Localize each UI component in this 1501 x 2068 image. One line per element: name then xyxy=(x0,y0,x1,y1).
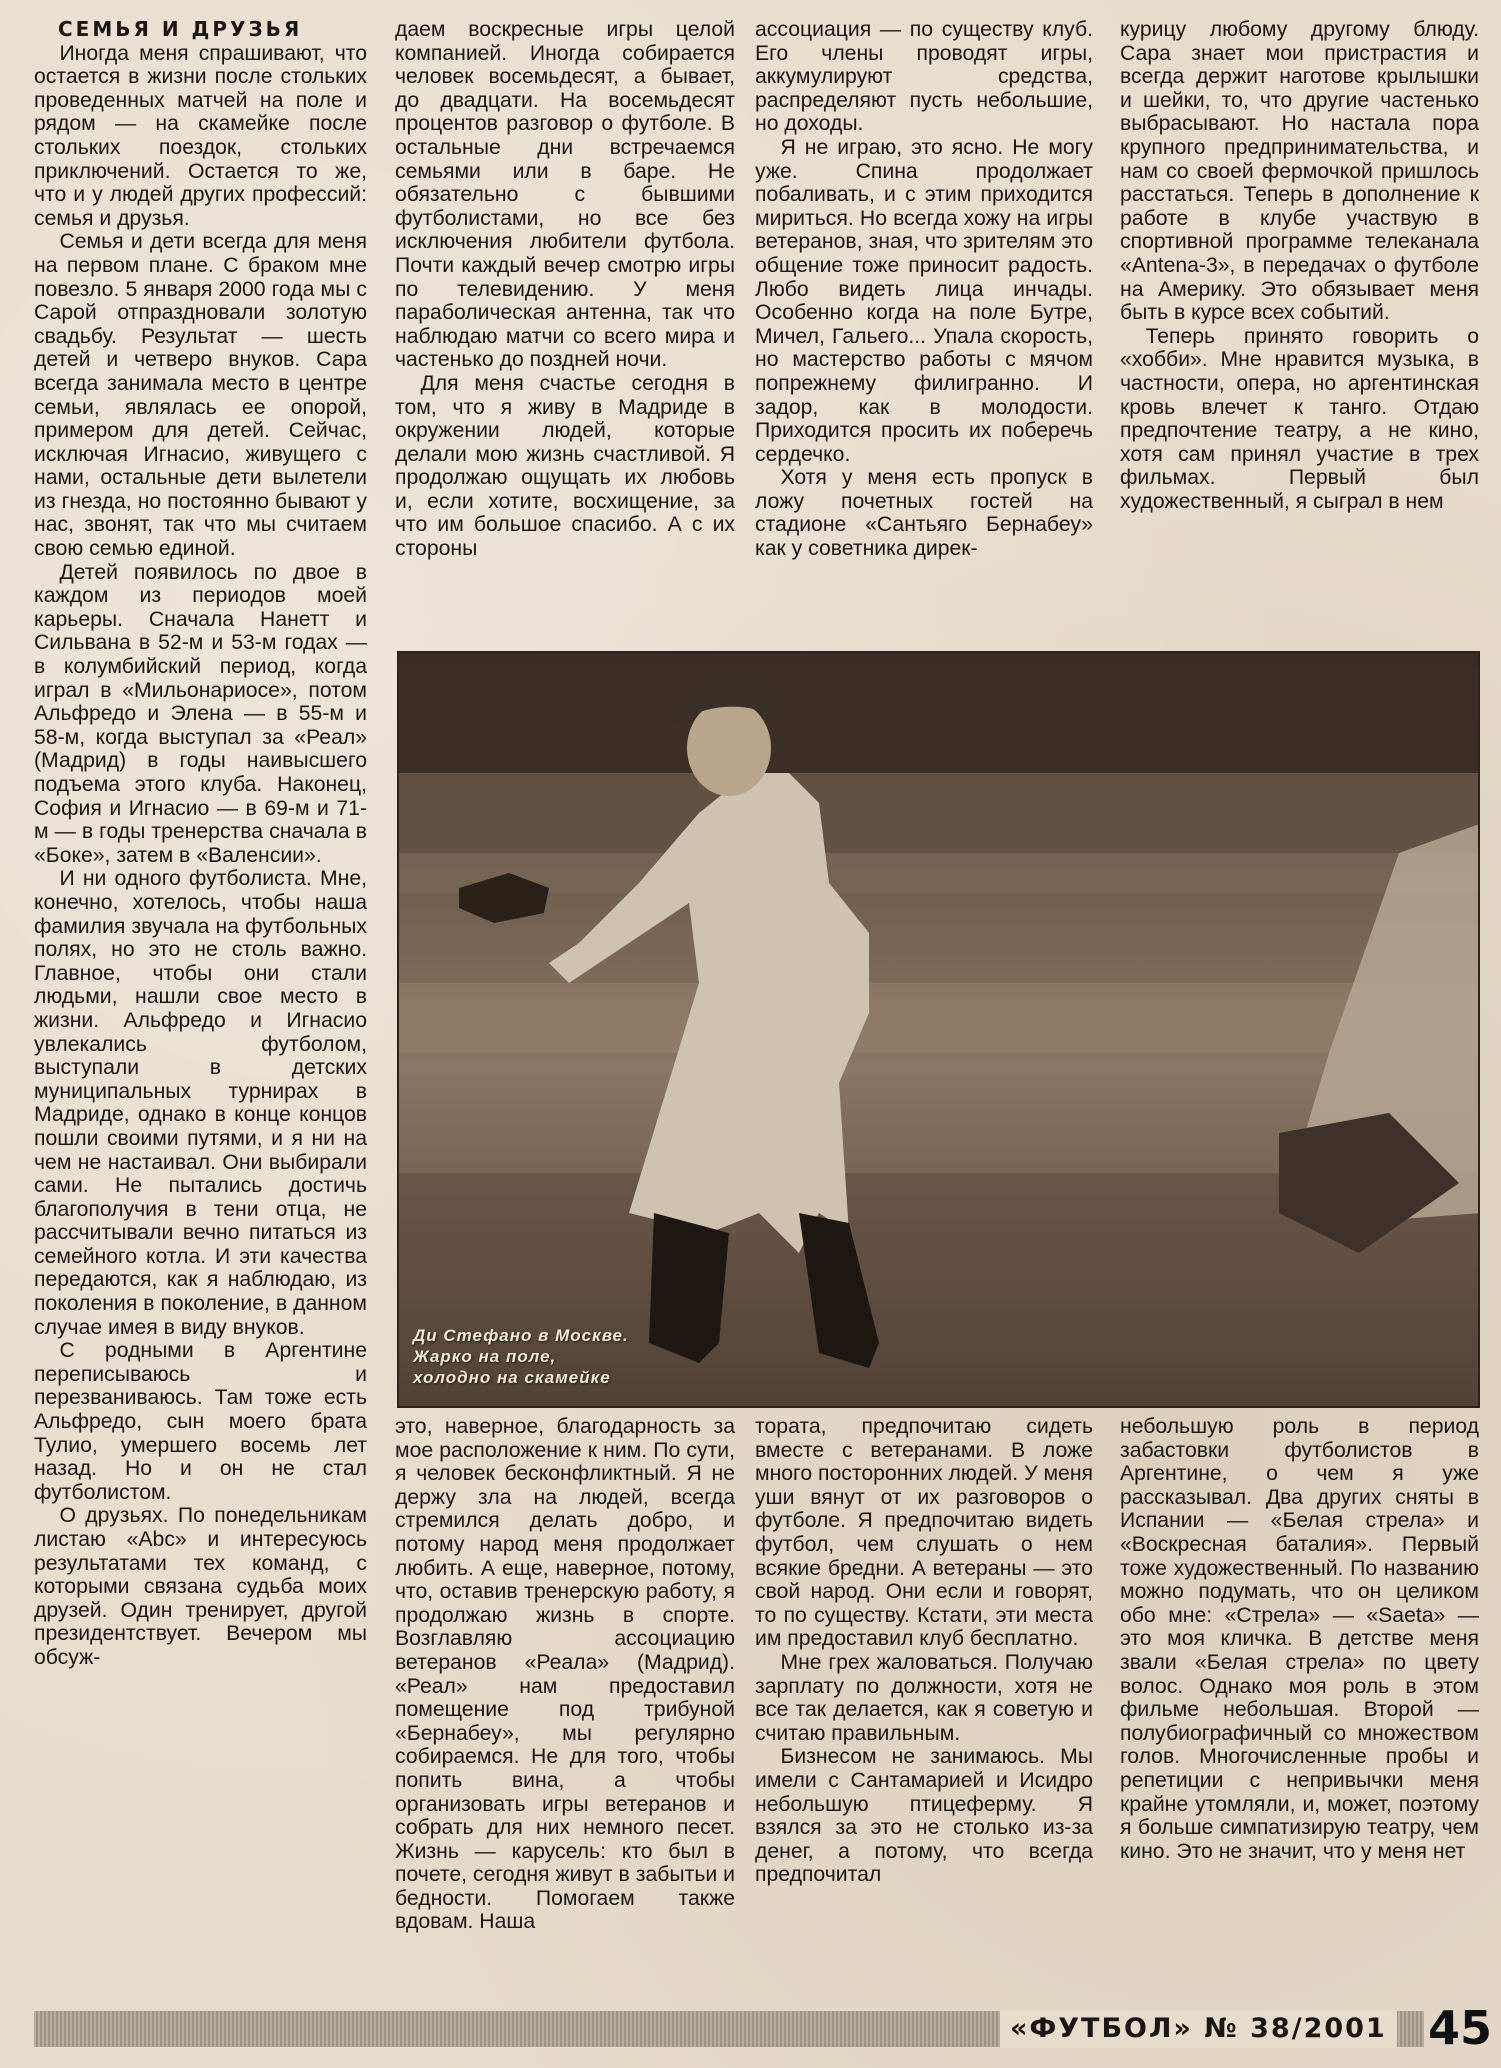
paragraph: Иногда меня спрашивают, что остается в жизни после стольких проведенных матчей на поле и рядом — на скамейке после стольких поездок, стольких приключений. Остается то же, что и у людей других профессий: семья и друзья. xyxy=(34,41,367,230)
article-photo xyxy=(397,651,1480,1408)
article-column-2-top xyxy=(395,18,735,644)
section-heading: СЕМЬЯ И ДРУЗЬЯ xyxy=(58,18,303,41)
photo-scene xyxy=(399,653,1480,1408)
paragraph: Семья и дети всегда для меня на первом плане. С браком мне повезло. 5 января 2000 года мы с Сарой отпраздновали золотую свадьбу. Результат — шесть детей и четверо внуков. Сара всегда занимала место в центре семьи, являлась ее опорой, примером для детей. Сейчас, исключая Игнасио, живущего с нами, остальные дети вылетели из гнезда, но постоянно бывают у нас, звонят, так что мы считаем свою семью единой. xyxy=(34,230,367,561)
photo-caption xyxy=(413,1325,713,1388)
paragraph: это, наверное, благодарность за мое расположение к ним. По сути, я человек бесконфликтный. Я не держу зла на людей, всегда стремился делать добро, и потому народ меня продолжает любить. А еще, наверное, потому, что, оставив тренерскую работу, я продолжаю жизнь в спорте. Возглавляю ассоциацию ветеранов «Реала» (Мадрид). «Реал» нам предоставил помещение под трибуной «Бернабеу», мы регулярно собираемся. Не для того, чтобы попить вина, а чтобы организовать игры ветеранов и собрать для них немного песет. Жизнь — карусель: кто был в почете, сегодня живут в забытьи и бедности. Помогаем также вдовам. Наша xyxy=(395,1415,735,1934)
caption-line: холодно на скамейке xyxy=(413,1368,611,1387)
article-column-2-bottom xyxy=(395,1415,735,1993)
paragraph: ассоциация — по существу клуб. Его члены проводят игры, аккумулируют средства, распределяют пусть небольшие, но доходы. xyxy=(755,18,1093,136)
caption-line: Ди Стефано в Москве. xyxy=(413,1326,629,1345)
paragraph: Я не играю, это ясно. Не могу уже. Спина продолжает побаливать, и с этим приходится мириться. Но всегда хожу на игры ветеранов, зная, что зрителям это общение тоже приносит радость. Любо видеть лица инчады. Особенно когда на поле Бутре, Мичел, Гальего... Упала скорость, но мастерство работы с мячом попрежнему филигранно. И задор, как в молодости. Приходится просить их поберечь сердечко. xyxy=(755,135,1093,466)
page-number: 45 xyxy=(1427,2001,1492,2055)
paragraph: Теперь принято говорить о «хобби». Мне нравится музыка, в частности, опера, но аргентинская кровь влечет к танго. Отдаю предпочтение театру, а не кино, хотя сам принял участие в трех фильмах. Первый был художественный, я сыграл в нем xyxy=(1120,324,1479,513)
paragraph: небольшую роль в период забастовки футболистов в Аргентине, о чем я уже рассказывал. Два других сняты в Испании — «Белая стрела» и «Воскресная баталия». Первый тоже художественный. По названию можно подумать, что он целиком обо мне: «Стрела» — «Saeta» — это моя кличка. В детстве меня звали «Белая стрела» по цвету волос. Однако моя роль в этом фильме небольшая. Второй — полубиографичный со множеством голов. Многочисленные пробы и репетиции с непривычки меня крайне утомляли, и, может, поэтому я больше симпатизирую театру, чем кино. Это не значит, что у меня нет xyxy=(1120,1415,1479,1863)
paragraph: О друзьях. По понедельникам листаю «Abc» и интересуюсь результатами тех команд, с которыми связана судьба моих друзей. Один тренирует, другой президентствует. Вечером мы обсуж- xyxy=(34,1504,367,1669)
paragraph: курицу любому другому блюду. Сара знает мои пристрастия и всегда держит наготове крылышки и шейки, то, что другие частенько выбрасывают. Но настала пора крупного предпринимательства, и нам со своей фермочкой пришлось расстаться. Теперь в дополнение к работе в клубе участвую в спортивной программе телеканала «Antena-3», в передачах о футболе на Америку. Это обязывает меня быть в курсе всех событий. xyxy=(1120,18,1479,325)
article-column-3-bottom xyxy=(755,1415,1093,1993)
paragraph: И ни одного футболиста. Мне, конечно, хотелось, чтобы наша фамилия звучала на футбольных полях, но это не столь важно. Главное, чтобы они стали людьми, нашли свое место в жизни. Альфредо и Игнасио увлекались футболом, выступали в детских муниципальных турнирах в Мадриде, однако в конце концов пошли своими путями, и я ни на чем не настаивал. Они выбирали сами. Не пытались достичь благополучия в тени отца, не рассчитывали вечно питаться из семейного котла. И эти качества передаются, как я наблюдаю, из поколения в поколение, в данном случае имея в виду внуков. xyxy=(34,867,367,1339)
paragraph: Хотя у меня есть пропуск в ложу почетных гостей на стадионе «Сантьяго Бернабеу» как у советника дирек- xyxy=(755,466,1093,561)
paragraph: Детей появилось по двое в каждом из периодов моей карьеры. Сначала Нанетт и Сильвана в 52-м и 53-м годах — в колумбийский период, когда играл в «Мильонариосе», потом Альфредо и Элена — в 55-м и 58-м, когда выступал за «Реал» (Мадрид) в годы наивысшего подъема этого клуба. Наконец, София и Игнасио — в 69-м и 71-м — в годы тренерства сначала в «Боке», затем в «Валенсии». xyxy=(34,560,367,867)
article-column-3-top xyxy=(755,18,1093,644)
paragraph: Бизнесом не занимаюсь. Мы имели с Сантамарией и Исидро небольшую птицеферму. Я взялся за это не столько из-за денег, а потому, что всегда предпочитал xyxy=(755,1745,1093,1887)
article-column-4-bottom xyxy=(1120,1415,1479,1993)
paragraph: Для меня счастье сегодня в том, что я живу в Мадриде в окружении людей, которые делали мою жизнь счастливой. Я продолжаю ощущать их любовь и, если хотите, восхищение, за что им большое спасибо. А с их стороны xyxy=(395,371,735,561)
paragraph: С родными в Аргентине переписываюсь и перезваниваюсь. Там тоже есть Альфредо, сын моего брата Тулио, умершего восемь лет назад. Но и он не стал футболистом. xyxy=(34,1339,367,1504)
paragraph: тората, предпочитаю сидеть вместе с ветеранами. В ложе много посторонних людей. У меня уши вянут от их разговоров о футболе. Я предпочитаю видеть футбол, чем слушать о нем всякие бредни. А ветераны — это свой народ. Они если и говорят, то по существу. Кстати, эти места им предоставил клуб бесплатно. xyxy=(755,1415,1093,1651)
article-column-1 xyxy=(34,18,367,1993)
article-column-4-top xyxy=(1120,18,1479,644)
paragraph: даем воскресные игры целой компанией. Иногда собирается человек восемьдесят, а бывает, до двадцати. На восемьдесят процентов разговор о футболе. В остальные дни встречаемся семьями или в баре. Не обязательно с бывшими футболистами, но все без исключения любители футбола. Почти каждый вечер смотрю игры по телевидению. У меня параболическая антенна, так что наблюдаю матчи со всего мира и частенько до поздней ночи. xyxy=(395,18,735,372)
footer-magazine-issue: «ФУТБОЛ» № 38/2001 xyxy=(1000,2010,1397,2048)
paragraph: Мне грех жаловаться. Получаю зарплату по должности, хотя не все так делается, как я советую и считаю правильным. xyxy=(755,1650,1093,1745)
caption-line: Жарко на поле, xyxy=(413,1347,557,1366)
